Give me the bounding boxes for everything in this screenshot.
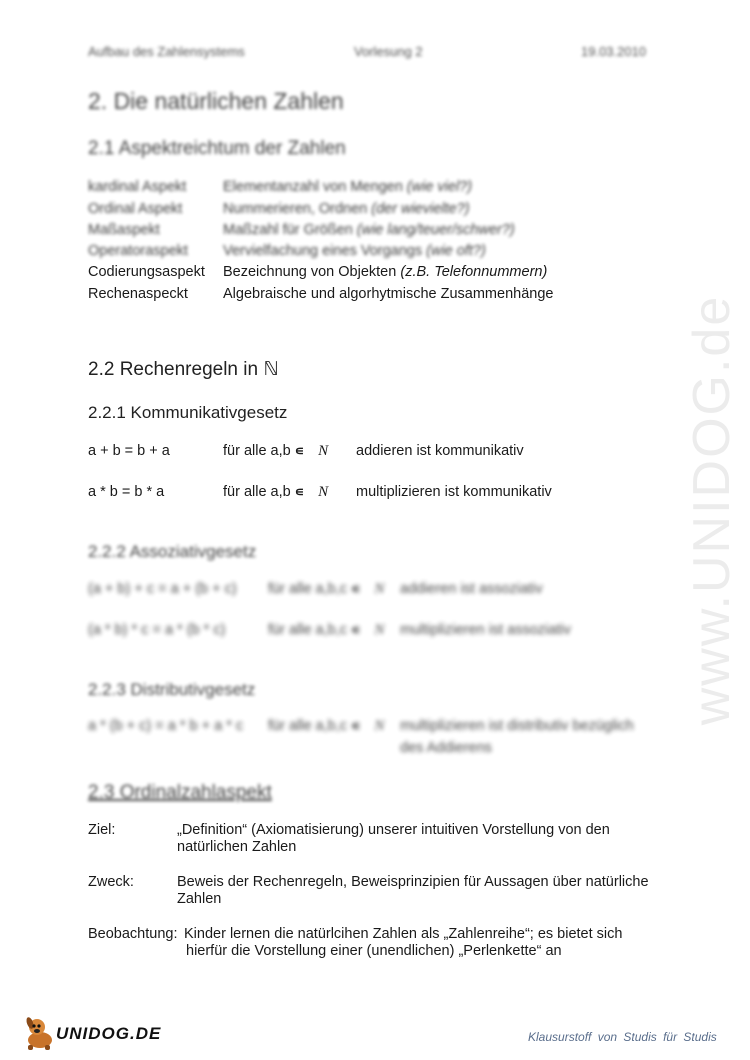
- aspect-desc: Vervielfachung eines Vorgangs (wie oft?): [223, 243, 486, 259]
- definition-text: „Definition“ (Axiomatisierung) unserer intuitiven Vorstellung von den natürlichen Zahlen: [177, 822, 610, 855]
- law-formula: a * (b + c) = a * b + a * c: [88, 718, 244, 734]
- watermark: www.UNIDOG.de: [683, 294, 741, 726]
- aspect-desc: Nummerieren, Ordnen (der wievielte?): [223, 201, 470, 217]
- law-description: addieren ist kommunikativ: [356, 443, 524, 459]
- aspect-desc: Elementanzahl von Mengen (wie viel?): [223, 179, 473, 195]
- subsection-2-2-2-heading: 2.2.2 Assoziativgesetz: [88, 542, 257, 561]
- law-description: multiplizieren ist distributiv bezüglich: [400, 718, 634, 734]
- section-2-3-heading: 2.3 Ordinalzahlaspekt: [88, 782, 272, 803]
- law-condition: für alle a,b ∊ N: [223, 484, 329, 500]
- definition-text: Kinder lernen die natürlcihen Zahlen als „Zahlenreihe“; es bietet sich hierfür die Vorstellung einer (unendlichen) „Perlenkette“ an: [184, 926, 623, 959]
- aspect-term: Ordinal Aspekt: [88, 201, 183, 217]
- unidog-logo: [20, 1012, 170, 1052]
- aspect-desc: Bezeichnung von Objekten (z.B. Telefonnummern): [223, 264, 548, 280]
- definition-label: Beobachtung:: [88, 926, 178, 942]
- lecture-number: Vorlesung 2: [354, 44, 423, 59]
- section-2-2-heading: 2.2 Rechenregeln in ℕ: [88, 358, 279, 380]
- aspect-desc: Maßzahl für Größen (wie lang/teuer/schwer?): [223, 222, 515, 238]
- law-formula: a * b = b * a: [88, 484, 165, 500]
- law-condition: für alle a,b ∊ N: [223, 443, 329, 459]
- section-2-1-heading: 2.1 Aspektreichtum der Zahlen: [88, 138, 346, 159]
- aspect-term: Codierungsaspekt: [88, 264, 205, 280]
- law-description-continued: des Addierens: [400, 740, 492, 756]
- law-formula: a + b = b + a: [88, 443, 170, 459]
- definition-text: Beweis der Rechenregeln, Beweisprinzipien für Aussagen über natürliche Zahlen: [177, 874, 649, 907]
- law-description: addieren ist assoziativ: [400, 581, 543, 597]
- aspect-term: Maßaspekt: [88, 222, 160, 238]
- logo-wordmark: UNIDOG.DE: [56, 1024, 162, 1043]
- aspect-term: Operatoraspekt: [88, 243, 188, 259]
- footer-tagline: Klausurstoff von Studis für Studis: [528, 1030, 717, 1044]
- law-description: multiplizieren ist assoziativ: [400, 622, 571, 638]
- lecture-date: 19.03.2010: [581, 44, 647, 59]
- law-description: multiplizieren ist kommunikativ: [356, 484, 552, 500]
- definition-label: Zweck:: [88, 874, 134, 890]
- law-formula: (a + b) + c = a + (b + c): [88, 581, 237, 597]
- course-name: Aufbau des Zahlensystems: [88, 44, 245, 59]
- law-condition: für alle a,b,c ∊ N: [268, 581, 385, 597]
- chapter-title: 2. Die natürlichen Zahlen: [88, 88, 344, 114]
- aspect-term: kardinal Aspekt: [88, 179, 187, 195]
- subsection-2-2-1-heading: 2.2.1 Kommunikativgesetz: [88, 403, 288, 422]
- aspect-desc: Algebraische und algorhytmische Zusammenhänge: [223, 286, 554, 302]
- definition-label: Ziel:: [88, 822, 116, 838]
- definition-item: [88, 822, 688, 858]
- page-header: [88, 44, 658, 64]
- law-condition: für alle a,b,c ∊ N: [268, 622, 385, 638]
- definition-item: [88, 874, 688, 910]
- aspect-term: Rechenaspeckt: [88, 286, 188, 302]
- law-formula: (a * b) * c = a * (b * c): [88, 622, 226, 638]
- law-condition: für alle a,b,c ∊ N: [268, 718, 385, 734]
- dog-icon: [20, 1012, 60, 1052]
- subsection-2-2-3-heading: 2.2.3 Distributivgesetz: [88, 680, 256, 699]
- definition-item: [88, 926, 688, 962]
